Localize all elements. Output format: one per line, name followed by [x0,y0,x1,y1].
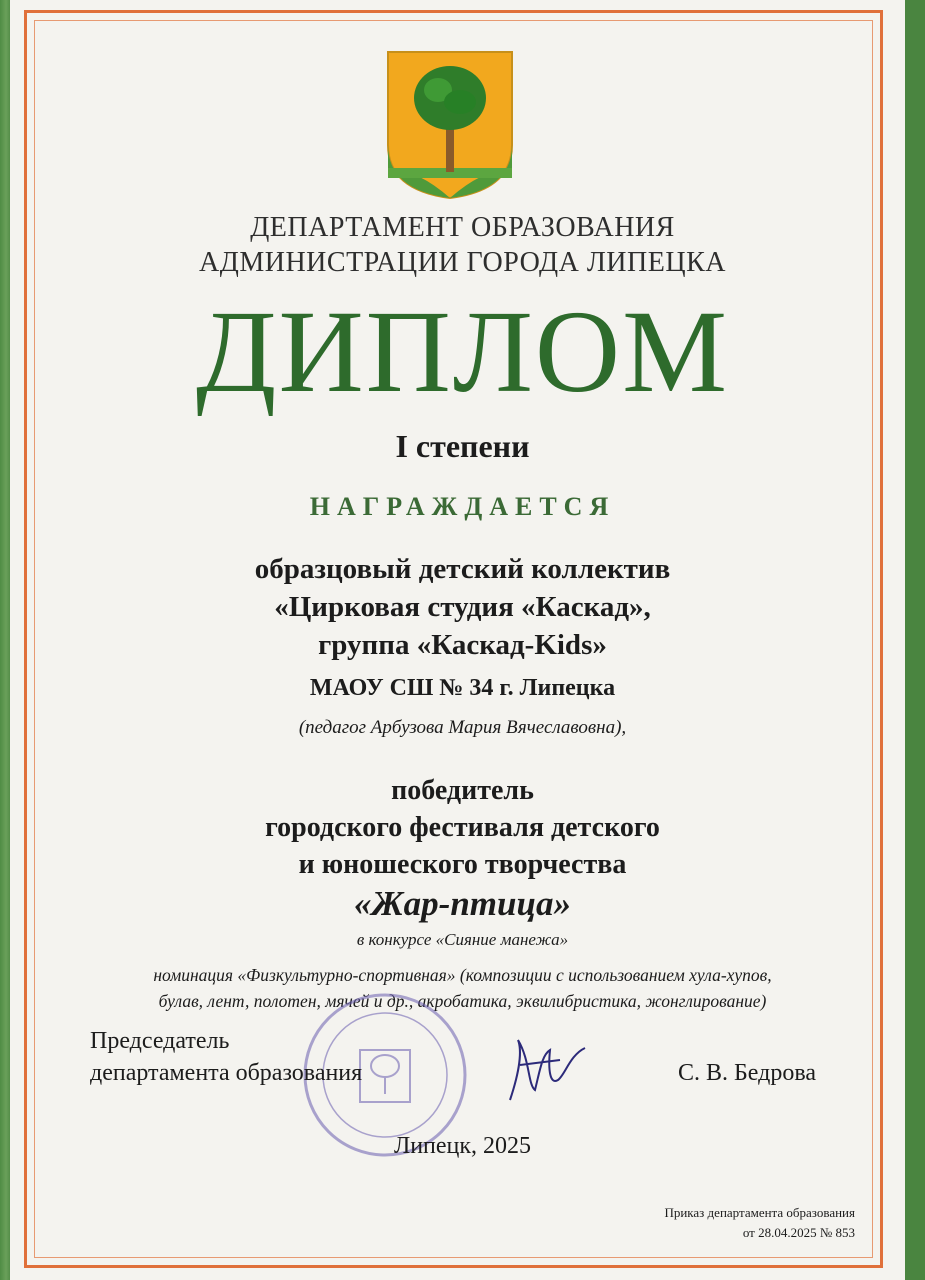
recipient-line-3: группа «Каскад-Kids» [318,629,607,661]
department-line-2: АДМИНИСТРАЦИИ ГОРОДА ЛИПЕЦКА [199,247,726,278]
recipient-block [0,550,925,664]
signatory-name: С. В. Бедрова [678,1060,817,1086]
recipient-line-2: «Цирковая студия «Каскад», [274,591,651,623]
department-heading [0,210,925,280]
recipient-school: МАОУ СШ № 34 г. Липецка [309,675,616,701]
nomination-line-2: булав, лент, полотен, мячей и др., акробатика, эквилибристика, жонглирование) [158,991,767,1011]
order-line-2: от 28.04.2025 № 853 [742,1225,855,1240]
achievement-line-2: городского фестиваля детского [265,812,660,843]
signatory-position-line-1: Председатель [90,1028,230,1054]
recipient-line-1: образцовый детский коллектив [254,553,671,585]
recipient-teacher: (педагог Арбузова Мария Вячеславовна), [298,717,627,738]
achievement-block [0,772,925,883]
department-line-1: ДЕПАРТАМЕНТ ОБРАЗОВАНИЯ [250,212,675,243]
signatory-position [90,1025,362,1089]
order-line-1: Приказ департамента образования [664,1205,855,1220]
diploma-title: ДИПЛОМ [195,286,730,417]
achievement-line-3: и юношеского творчества [298,849,627,880]
city-year: Липецк, 2025 [393,1133,532,1159]
signatory-position-line-2: департамента образования [90,1060,363,1086]
awarded-label: НАГРАЖДАЕТСЯ [309,492,616,521]
nomination-line-1: номинация «Физкультурно-спортивная» (композиции с использованием хула-хупов, [153,965,772,985]
order-reference [664,1203,855,1243]
achievement-line-1: победитель [391,775,534,806]
contest-name: в конкурсе «Сияние манежа» [356,930,569,949]
diploma-degree: I степени [395,428,530,464]
handwritten-signature [500,1030,590,1110]
festival-name: «Жар-птица» [354,884,571,923]
coat-of-arms-icon [386,50,514,200]
